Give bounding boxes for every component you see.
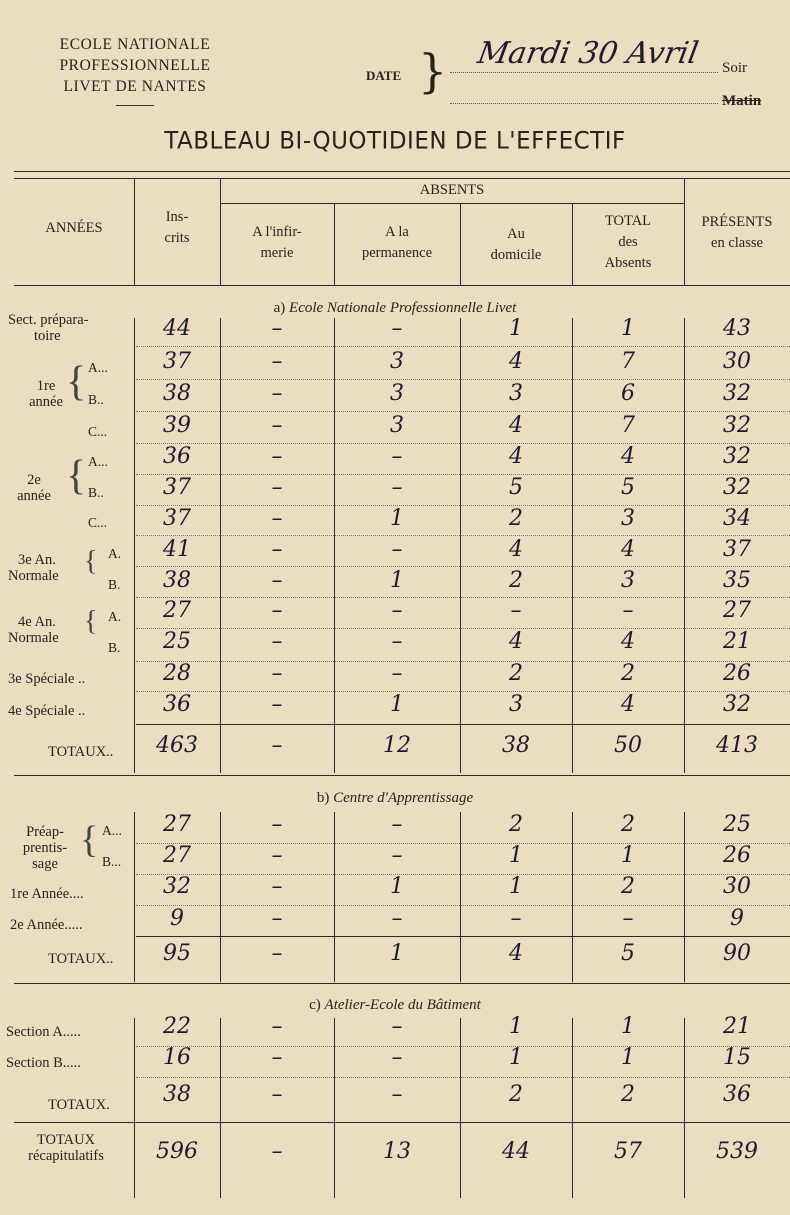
label-recap-line2: récapitulatifs bbox=[28, 1148, 104, 1164]
cell-b-infirmerie: – bbox=[271, 812, 283, 837]
cell-a-permanence: – bbox=[391, 537, 403, 562]
cell-a-permanence: 1 bbox=[390, 568, 404, 593]
totals-rule bbox=[136, 936, 790, 937]
label-1-A: A... bbox=[88, 360, 108, 375]
section-b-name: Centre d'Apprentissage bbox=[333, 790, 474, 806]
cell-b-domicile: 1 bbox=[509, 874, 523, 899]
row-rule bbox=[136, 566, 790, 567]
section-a-bottom-rule bbox=[14, 775, 790, 776]
matin-dotted-line bbox=[450, 103, 718, 104]
cell-c-total-inscrits: 38 bbox=[163, 1082, 191, 1107]
cell-recap-presents: 539 bbox=[716, 1139, 758, 1164]
cell-a-total-domicile: 38 bbox=[502, 733, 530, 758]
cell-b-permanence: – bbox=[391, 906, 403, 931]
cell-a-inscrits: 36 bbox=[163, 692, 191, 717]
col-infirmerie bbox=[220, 222, 334, 264]
label-2-C: C... bbox=[88, 515, 108, 530]
label-totaux-a: TOTAUX.. bbox=[48, 744, 114, 760]
cell-a-total-absents: 4 bbox=[621, 444, 635, 469]
cell-a-domicile: 4 bbox=[509, 629, 523, 654]
label-an4-line2: Normale bbox=[8, 630, 59, 646]
cell-b-total-presents: 90 bbox=[723, 941, 751, 966]
col-absents: ABSENTS bbox=[419, 182, 485, 198]
cell-a-domicile: 2 bbox=[509, 568, 523, 593]
cell-a-domicile: 3 bbox=[509, 381, 523, 406]
cell-b-total-absents: 1 bbox=[621, 843, 635, 868]
cell-recap-infirmerie: – bbox=[271, 1139, 283, 1164]
date-label: DATE bbox=[366, 68, 402, 83]
col-total-line3: Absents bbox=[604, 255, 652, 271]
cell-recap-domicile: 44 bbox=[502, 1139, 530, 1164]
cell-a-total-absents: 1 bbox=[621, 316, 635, 341]
page-title: TABLEAU BI-QUOTIDIEN DE L'EFFECTIF bbox=[164, 127, 626, 155]
label-preap-line2: prentis- bbox=[22, 840, 68, 856]
cell-c-total-infirmerie: – bbox=[271, 1082, 283, 1107]
col-domicile-line2: domicile bbox=[490, 247, 542, 263]
cell-c-total-absents: 1 bbox=[621, 1045, 635, 1070]
col-presents-line1: PRÉSENTS bbox=[701, 214, 773, 230]
cell-b-total-absents: 2 bbox=[621, 812, 635, 837]
cell-a-inscrits: 25 bbox=[163, 629, 191, 654]
col-total-absents bbox=[572, 211, 684, 274]
cell-a-infirmerie: – bbox=[271, 349, 283, 374]
cell-a-permanence: – bbox=[391, 661, 403, 686]
an4-brace: { bbox=[84, 606, 98, 637]
preap-brace: { bbox=[80, 819, 99, 861]
cell-a-total-presents: 413 bbox=[716, 733, 758, 758]
cell-a-domicile: 5 bbox=[509, 475, 523, 500]
school-divider bbox=[116, 105, 154, 106]
label-an3 bbox=[8, 552, 59, 584]
date-dotted-line bbox=[450, 72, 718, 73]
label-preap-A: A... bbox=[102, 823, 122, 838]
cell-c-total-permanence: – bbox=[391, 1082, 403, 1107]
cell-a-domicile: 1 bbox=[509, 316, 523, 341]
cell-a-presents: 32 bbox=[723, 413, 751, 438]
cell-b-total-permanence: 1 bbox=[390, 941, 404, 966]
cell-a-presents: 32 bbox=[723, 381, 751, 406]
cell-a-permanence: 3 bbox=[390, 349, 404, 374]
cell-a-domicile: 4 bbox=[509, 444, 523, 469]
section-c-name: Atelier-Ecole du Bâtiment bbox=[324, 997, 481, 1013]
label-an4-line1: 4e An. bbox=[18, 614, 56, 630]
cell-a-presents: 26 bbox=[723, 661, 751, 686]
cell-a-permanence: – bbox=[391, 475, 403, 500]
label-an4 bbox=[8, 614, 59, 646]
cell-a-infirmerie: – bbox=[271, 475, 283, 500]
col-inscrits-line2: crits bbox=[164, 230, 190, 246]
section-a-letter: a) bbox=[273, 300, 286, 316]
label-sect-prep bbox=[8, 312, 89, 344]
cell-c-infirmerie: – bbox=[271, 1045, 283, 1070]
cell-a-total-absents: 4 bbox=[621, 537, 635, 562]
label-spec4: 4e Spéciale .. bbox=[8, 703, 86, 719]
cell-c-domicile: 1 bbox=[509, 1014, 523, 1039]
label-section-B: Section B..... bbox=[6, 1055, 81, 1071]
cell-recap-inscrits: 596 bbox=[156, 1139, 198, 1164]
cell-b-permanence: 1 bbox=[390, 874, 404, 899]
label-totaux-b: TOTAUX.. bbox=[48, 951, 114, 967]
cell-a-permanence: 3 bbox=[390, 413, 404, 438]
col-permanence bbox=[334, 222, 460, 264]
annee2-brace: { bbox=[66, 453, 87, 499]
cell-a-infirmerie: – bbox=[271, 444, 283, 469]
cell-c-total-domicile: 2 bbox=[509, 1082, 523, 1107]
school-name-line3: LIVET DE NANTES bbox=[63, 78, 207, 95]
section-c-letter: c) bbox=[309, 997, 321, 1013]
cell-c-infirmerie: – bbox=[271, 1014, 283, 1039]
cell-b-total-absents: 2 bbox=[621, 874, 635, 899]
cell-a-presents: 21 bbox=[723, 629, 751, 654]
label-preap-line3: sage bbox=[32, 856, 58, 872]
cell-a-inscrits: 27 bbox=[163, 598, 191, 623]
cell-c-domicile: 1 bbox=[509, 1045, 523, 1070]
cell-a-presents: 32 bbox=[723, 692, 751, 717]
cell-a-total-absents: 6 bbox=[621, 381, 635, 406]
cell-a-presents: 32 bbox=[723, 475, 751, 500]
cell-b-infirmerie: – bbox=[271, 906, 283, 931]
date-brace: } bbox=[418, 44, 448, 98]
cell-c-presents: 21 bbox=[723, 1014, 751, 1039]
section-a-heading bbox=[0, 300, 790, 317]
cell-b-permanence: – bbox=[391, 843, 403, 868]
cell-b-inscrits: 9 bbox=[170, 906, 184, 931]
col-inscrits bbox=[134, 207, 220, 249]
date-value: Mardi 30 Avril bbox=[474, 36, 702, 71]
cell-a-inscrits: 41 bbox=[163, 537, 191, 562]
cell-a-infirmerie: – bbox=[271, 692, 283, 717]
label-1-B: B.. bbox=[88, 392, 104, 407]
cell-a-infirmerie: – bbox=[271, 568, 283, 593]
cell-a-infirmerie: – bbox=[271, 661, 283, 686]
cell-a-total-infirmerie: – bbox=[271, 733, 283, 758]
cell-a-total-absents: 4 bbox=[621, 692, 635, 717]
label-section-A: Section A..... bbox=[6, 1024, 81, 1040]
cell-a-permanence: 1 bbox=[390, 506, 404, 531]
section-b-heading bbox=[0, 790, 790, 807]
cell-a-presents: 30 bbox=[723, 349, 751, 374]
cell-b-total-total-absents: 5 bbox=[621, 941, 635, 966]
cell-c-total-absents: 1 bbox=[621, 1014, 635, 1039]
label-2-A: A... bbox=[88, 454, 108, 469]
cell-a-infirmerie: – bbox=[271, 537, 283, 562]
cell-a-domicile: 3 bbox=[509, 692, 523, 717]
cell-a-infirmerie: – bbox=[271, 316, 283, 341]
label-b-an1: 1re Année.... bbox=[10, 886, 84, 902]
school-name bbox=[10, 34, 260, 97]
col-annees: ANNÉES bbox=[45, 220, 103, 236]
label-annee1-line1: 1re bbox=[36, 378, 56, 394]
absents-rule bbox=[220, 203, 684, 204]
label-annee2-line1: 2e bbox=[27, 472, 41, 488]
section-b-bottom-rule bbox=[14, 983, 790, 984]
cell-a-infirmerie: – bbox=[271, 506, 283, 531]
cell-a-inscrits: 44 bbox=[163, 316, 191, 341]
cell-recap-total-absents: 57 bbox=[614, 1139, 642, 1164]
matin-label: Matin bbox=[722, 93, 762, 109]
cell-a-total-absents: – bbox=[622, 598, 634, 623]
cell-a-infirmerie: – bbox=[271, 381, 283, 406]
school-name-line1: ECOLE NATIONALE bbox=[59, 36, 211, 53]
cell-a-total-absents: 5 bbox=[621, 475, 635, 500]
label-annee2-line2: année bbox=[17, 488, 51, 504]
cell-b-inscrits: 32 bbox=[163, 874, 191, 899]
row-rule bbox=[136, 535, 790, 536]
cell-c-permanence: – bbox=[391, 1014, 403, 1039]
cell-a-permanence: – bbox=[391, 629, 403, 654]
col-total-line1: TOTAL bbox=[604, 213, 652, 229]
cell-b-presents: 25 bbox=[723, 812, 751, 837]
col-inscrits-line1: Ins- bbox=[165, 209, 189, 225]
cell-a-total-inscrits: 463 bbox=[156, 733, 198, 758]
cell-b-presents: 30 bbox=[723, 874, 751, 899]
cell-b-total-inscrits: 95 bbox=[163, 941, 191, 966]
cell-a-permanence: – bbox=[391, 316, 403, 341]
label-3-B: B. bbox=[108, 577, 121, 592]
cell-a-presents: 34 bbox=[723, 506, 751, 531]
grid-line bbox=[334, 1018, 335, 1198]
section-a-name: Ecole Nationale Professionnelle Livet bbox=[289, 300, 517, 316]
cell-b-domicile: – bbox=[510, 906, 522, 931]
cell-a-presents: 32 bbox=[723, 444, 751, 469]
cell-a-permanence: – bbox=[391, 444, 403, 469]
cell-a-domicile: – bbox=[510, 598, 522, 623]
cell-c-total-total-absents: 2 bbox=[621, 1082, 635, 1107]
header-bottom-rule bbox=[14, 285, 790, 286]
label-sect-prep-line1: Sect. prépara- bbox=[8, 312, 89, 328]
cell-c-total-presents: 36 bbox=[723, 1082, 751, 1107]
cell-a-presents: 35 bbox=[723, 568, 751, 593]
label-4-A: A. bbox=[108, 609, 122, 624]
cell-a-infirmerie: – bbox=[271, 413, 283, 438]
cell-b-presents: 26 bbox=[723, 843, 751, 868]
cell-c-inscrits: 22 bbox=[163, 1014, 191, 1039]
cell-c-presents: 15 bbox=[723, 1045, 751, 1070]
col-infirmerie-line1: A l'infir- bbox=[252, 224, 302, 240]
label-preap-line1: Préap- bbox=[26, 824, 64, 840]
cell-b-inscrits: 27 bbox=[163, 812, 191, 837]
cell-a-permanence: – bbox=[391, 598, 403, 623]
cell-a-total-absents: 7 bbox=[621, 349, 635, 374]
label-annee1-line2: année bbox=[29, 394, 63, 410]
cell-a-total-absents: 3 bbox=[621, 506, 635, 531]
cell-a-total-absents: 3 bbox=[621, 568, 635, 593]
cell-a-presents: 43 bbox=[723, 316, 751, 341]
label-4-B: B. bbox=[108, 640, 121, 655]
cell-a-infirmerie: – bbox=[271, 598, 283, 623]
an3-brace: { bbox=[84, 546, 98, 577]
col-presents-line2: en classe bbox=[711, 235, 763, 251]
label-recap bbox=[6, 1132, 126, 1164]
table-top-rule-2 bbox=[14, 178, 790, 179]
col-domicile bbox=[460, 224, 572, 266]
label-2-B: B.. bbox=[88, 485, 104, 500]
cell-a-total-absents: 2 bbox=[621, 661, 635, 686]
cell-a-permanence: 3 bbox=[390, 381, 404, 406]
row-rule bbox=[136, 411, 790, 412]
cell-b-domicile: 2 bbox=[509, 812, 523, 837]
totals-rule bbox=[136, 724, 790, 725]
label-b-an2: 2e Année..... bbox=[10, 917, 83, 933]
annee1-brace: { bbox=[66, 359, 87, 405]
col-total-line2: des bbox=[618, 234, 638, 250]
row-rule bbox=[136, 1077, 790, 1078]
cell-a-inscrits: 39 bbox=[163, 413, 191, 438]
cell-a-presents: 27 bbox=[723, 598, 751, 623]
cell-b-presents: 9 bbox=[730, 906, 744, 931]
cell-c-inscrits: 16 bbox=[163, 1045, 191, 1070]
cell-a-domicile: 2 bbox=[509, 506, 523, 531]
grid-line bbox=[334, 318, 335, 773]
cell-a-inscrits: 38 bbox=[163, 381, 191, 406]
label-recap-line1: TOTAUX bbox=[36, 1132, 96, 1148]
cell-a-total-permanence: 12 bbox=[383, 733, 411, 758]
cell-a-inscrits: 38 bbox=[163, 568, 191, 593]
table-top-rule bbox=[14, 171, 790, 172]
cell-b-inscrits: 27 bbox=[163, 843, 191, 868]
cell-a-inscrits: 37 bbox=[163, 475, 191, 500]
label-preap bbox=[12, 824, 78, 872]
cell-b-total-absents: – bbox=[622, 906, 634, 931]
cell-a-domicile: 4 bbox=[509, 413, 523, 438]
cell-a-total-absents: 4 bbox=[621, 629, 635, 654]
label-an3-line2: Normale bbox=[8, 568, 59, 584]
label-an3-line1: 3e An. bbox=[18, 552, 56, 568]
label-annee1 bbox=[26, 378, 66, 410]
cell-c-permanence: – bbox=[391, 1045, 403, 1070]
section-c-heading bbox=[0, 997, 790, 1014]
cell-b-infirmerie: – bbox=[271, 874, 283, 899]
label-preap-B: B... bbox=[102, 854, 122, 869]
label-1-C: C... bbox=[88, 424, 108, 439]
school-name-line2: PROFESSIONNELLE bbox=[59, 57, 211, 74]
label-sect-prep-line2: toire bbox=[34, 328, 61, 344]
soir-label: Soir bbox=[722, 60, 748, 76]
label-spec3: 3e Spéciale .. bbox=[8, 671, 86, 687]
cell-a-inscrits: 37 bbox=[163, 506, 191, 531]
section-c-bottom-rule bbox=[14, 1122, 790, 1123]
cell-b-total-infirmerie: – bbox=[271, 941, 283, 966]
cell-a-inscrits: 36 bbox=[163, 444, 191, 469]
label-annee2 bbox=[10, 472, 58, 504]
cell-b-permanence: – bbox=[391, 812, 403, 837]
cell-b-total-domicile: 4 bbox=[509, 941, 523, 966]
label-totaux-c: TOTAUX. bbox=[48, 1097, 110, 1113]
cell-a-presents: 37 bbox=[723, 537, 751, 562]
row-rule bbox=[136, 379, 790, 380]
cell-a-inscrits: 28 bbox=[163, 661, 191, 686]
cell-a-total-absents: 7 bbox=[621, 413, 635, 438]
cell-a-inscrits: 37 bbox=[163, 349, 191, 374]
col-presents bbox=[684, 212, 790, 254]
label-3-A: A. bbox=[108, 546, 122, 561]
cell-a-permanence: 1 bbox=[390, 692, 404, 717]
col-domicile-line1: Au bbox=[507, 226, 525, 242]
cell-a-domicile: 4 bbox=[509, 349, 523, 374]
col-permanence-line1: A la bbox=[385, 224, 409, 240]
cell-a-total-total-absents: 50 bbox=[614, 733, 642, 758]
row-rule bbox=[136, 346, 790, 347]
cell-a-domicile: 4 bbox=[509, 537, 523, 562]
col-permanence-line2: permanence bbox=[361, 245, 433, 261]
cell-a-domicile: 2 bbox=[509, 661, 523, 686]
cell-a-infirmerie: – bbox=[271, 629, 283, 654]
cell-b-domicile: 1 bbox=[509, 843, 523, 868]
grid-line bbox=[334, 812, 335, 982]
cell-recap-permanence: 13 bbox=[383, 1139, 411, 1164]
section-b-letter: b) bbox=[316, 790, 330, 806]
cell-b-infirmerie: – bbox=[271, 843, 283, 868]
col-infirmerie-line2: merie bbox=[260, 245, 294, 261]
